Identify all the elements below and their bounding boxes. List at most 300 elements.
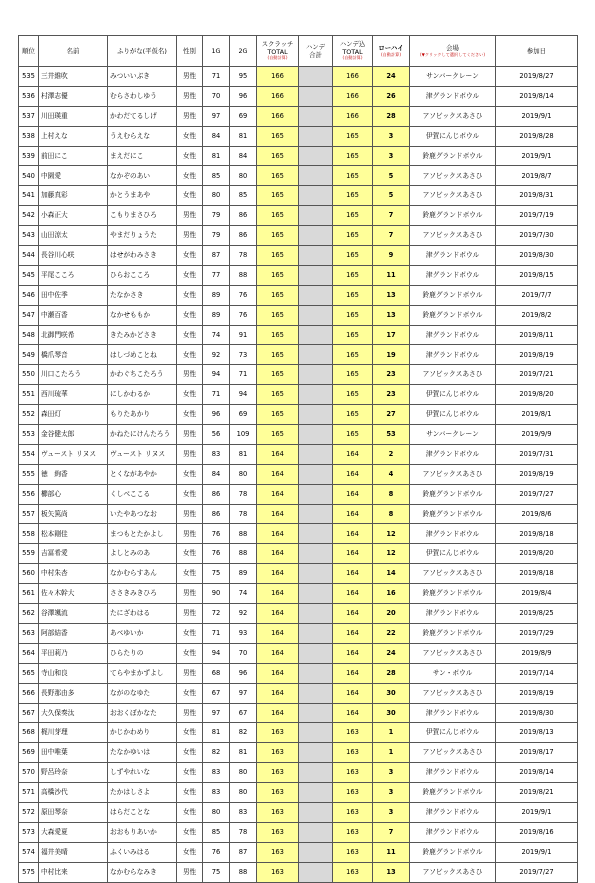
cell-name: 山田涼太 [39, 226, 108, 246]
cell-venue[interactable]: アソビックスあさひ [410, 564, 496, 584]
cell-date: 2019/7/14 [496, 663, 578, 683]
cell-rank: 538 [19, 126, 39, 146]
cell-venue[interactable]: 伊賀にんじボウル [410, 385, 496, 405]
cell-gender: 女性 [177, 564, 203, 584]
cell-kana: てらやまかずよし [108, 663, 177, 683]
table-row [19, 325, 578, 345]
cell-handicap [299, 444, 333, 464]
cell-rank: 558 [19, 524, 39, 544]
cell-handicap [299, 504, 333, 524]
cell-game2: 78 [230, 246, 257, 266]
cell-scratch-total: 164 [257, 544, 299, 564]
cell-name: 平田莉乃 [39, 643, 108, 663]
cell-name: ヴュースト リヌス [39, 444, 108, 464]
cell-kana: なかむらすあん [108, 564, 177, 584]
cell-rank: 541 [19, 186, 39, 206]
cell-game1: 81 [203, 146, 230, 166]
cell-venue[interactable]: 鈴鹿グランドボウル [410, 623, 496, 643]
cell-scratch-total: 164 [257, 464, 299, 484]
cell-name: 北御門咲希 [39, 325, 108, 345]
cell-game2: 69 [230, 405, 257, 425]
cell-game2: 84 [230, 146, 257, 166]
cell-venue[interactable]: 鈴鹿グランドボウル [410, 584, 496, 604]
cell-venue[interactable]: 伊賀にんじボウル [410, 405, 496, 425]
cell-gender: 男性 [177, 106, 203, 126]
cell-handicap [299, 862, 333, 882]
cell-venue[interactable]: アソビックスあさひ [410, 226, 496, 246]
table-row [19, 226, 578, 246]
cell-name: 寺山和良 [39, 663, 108, 683]
cell-scratch-total: 164 [257, 604, 299, 624]
cell-lowhigh: 13 [373, 285, 410, 305]
cell-gender: 女性 [177, 285, 203, 305]
cell-game2: 88 [230, 544, 257, 564]
cell-lowhigh: 16 [373, 584, 410, 604]
cell-scratch-total: 165 [257, 146, 299, 166]
cell-handicap [299, 126, 333, 146]
table-row [19, 723, 578, 743]
cell-game2: 85 [230, 186, 257, 206]
table-row [19, 106, 578, 126]
cell-scratch-total: 163 [257, 822, 299, 842]
cell-rank: 553 [19, 425, 39, 445]
cell-kana: にしかわるか [108, 385, 177, 405]
cell-name: 小森正大 [39, 206, 108, 226]
table-row [19, 623, 578, 643]
cell-lowhigh: 8 [373, 504, 410, 524]
cell-rank: 565 [19, 663, 39, 683]
cell-game2: 109 [230, 425, 257, 445]
cell-date: 2019/8/15 [496, 265, 578, 285]
cell-handicap-total: 164 [333, 663, 373, 683]
cell-date: 2019/8/13 [496, 723, 578, 743]
cell-handicap-total: 163 [333, 862, 373, 882]
cell-scratch-total: 164 [257, 683, 299, 703]
cell-venue[interactable]: 津グランドボウル [410, 822, 496, 842]
cell-kana: むらさわしゆう [108, 86, 177, 106]
cell-venue[interactable]: 伊賀にんじボウル [410, 723, 496, 743]
cell-date: 2019/8/16 [496, 822, 578, 842]
cell-game1: 71 [203, 623, 230, 643]
cell-gender: 女性 [177, 305, 203, 325]
cell-game2: 81 [230, 126, 257, 146]
cell-date: 2019/8/25 [496, 604, 578, 624]
cell-rank: 535 [19, 67, 39, 87]
cell-name: 前田にこ [39, 146, 108, 166]
table-row [19, 246, 578, 266]
cell-game2: 80 [230, 464, 257, 484]
table-row [19, 683, 578, 703]
cell-handicap-total: 164 [333, 484, 373, 504]
cell-name: 板矢篤尚 [39, 504, 108, 524]
cell-venue[interactable]: 鈴鹿グランドボウル [410, 305, 496, 325]
cell-date: 2019/8/27 [496, 67, 578, 87]
cell-name: 中瀬百香 [39, 305, 108, 325]
cell-gender: 女性 [177, 464, 203, 484]
cell-game2: 88 [230, 524, 257, 544]
cell-kana: かわぐちこたろう [108, 365, 177, 385]
cell-venue[interactable]: 鈴鹿グランドボウル [410, 783, 496, 803]
cell-gender: 女性 [177, 822, 203, 842]
cell-game1: 89 [203, 305, 230, 325]
cell-scratch-total: 166 [257, 86, 299, 106]
cell-handicap [299, 166, 333, 186]
table-row [19, 703, 578, 723]
cell-name: 平尾こころ [39, 265, 108, 285]
cell-game2: 86 [230, 226, 257, 246]
cell-kana: うえむらえな [108, 126, 177, 146]
cell-game1: 72 [203, 604, 230, 624]
cell-name: 高橋沙代 [39, 783, 108, 803]
cell-venue[interactable]: 津グランドボウル [410, 325, 496, 345]
table-row [19, 126, 578, 146]
cell-rank: 559 [19, 544, 39, 564]
cell-handicap-total: 165 [333, 126, 373, 146]
cell-rank: 556 [19, 484, 39, 504]
cell-date: 2019/9/1 [496, 106, 578, 126]
cell-date: 2019/7/19 [496, 206, 578, 226]
cell-rank: 539 [19, 146, 39, 166]
cell-game2: 93 [230, 623, 257, 643]
cell-date: 2019/8/30 [496, 703, 578, 723]
table-row [19, 842, 578, 862]
cell-venue[interactable]: サン・ボウル [410, 663, 496, 683]
cell-game2: 80 [230, 763, 257, 783]
cell-gender: 女性 [177, 783, 203, 803]
cell-venue[interactable]: アソビックスあさひ [410, 106, 496, 126]
cell-lowhigh: 20 [373, 604, 410, 624]
cell-date: 2019/8/19 [496, 683, 578, 703]
cell-handicap [299, 146, 333, 166]
cell-venue[interactable]: アソビックスあさひ [410, 643, 496, 663]
cell-kana: くしべここる [108, 484, 177, 504]
cell-venue[interactable]: アソビックスあさひ [410, 365, 496, 385]
cell-venue[interactable]: アソビックスあさひ [410, 464, 496, 484]
cell-game1: 86 [203, 504, 230, 524]
cell-date: 2019/8/14 [496, 763, 578, 783]
cell-lowhigh: 23 [373, 365, 410, 385]
cell-venue[interactable]: 鈴鹿グランドボウル [410, 285, 496, 305]
cell-date: 2019/7/21 [496, 365, 578, 385]
cell-venue[interactable]: アソビックスあさひ [410, 862, 496, 882]
cell-rank: 545 [19, 265, 39, 285]
cell-scratch-total: 165 [257, 345, 299, 365]
cell-game2: 83 [230, 802, 257, 822]
cell-gender: 男性 [177, 663, 203, 683]
cell-handicap [299, 464, 333, 484]
cell-venue[interactable]: 津グランドボウル [410, 604, 496, 624]
cell-lowhigh: 3 [373, 146, 410, 166]
cell-kana: かねたにけんたろう [108, 425, 177, 445]
cell-game1: 89 [203, 285, 230, 305]
cell-scratch-total: 165 [257, 365, 299, 385]
cell-gender: 女性 [177, 126, 203, 146]
cell-venue[interactable]: 鈴鹿グランドボウル [410, 206, 496, 226]
cell-game2: 78 [230, 484, 257, 504]
cell-handicap-total: 163 [333, 783, 373, 803]
cell-game1: 83 [203, 763, 230, 783]
cell-lowhigh: 22 [373, 623, 410, 643]
cell-scratch-total: 165 [257, 285, 299, 305]
cell-venue[interactable]: 津グランドボウル [410, 444, 496, 464]
table-row [19, 783, 578, 803]
cell-name: 大久保奏汰 [39, 703, 108, 723]
cell-venue[interactable]: 津グランドボウル [410, 265, 496, 285]
cell-venue[interactable]: 鈴鹿グランドボウル [410, 484, 496, 504]
cell-kana: なかむらなみき [108, 862, 177, 882]
table-row [19, 166, 578, 186]
cell-handicap [299, 524, 333, 544]
cell-game1: 80 [203, 802, 230, 822]
cell-venue[interactable]: 津グランドボウル [410, 86, 496, 106]
cell-game2: 78 [230, 504, 257, 524]
table-row [19, 67, 578, 87]
cell-venue[interactable]: 鈴鹿グランドボウル [410, 842, 496, 862]
cell-handicap-total: 166 [333, 106, 373, 126]
cell-game2: 73 [230, 345, 257, 365]
cell-kana: ながのなゆた [108, 683, 177, 703]
cell-scratch-total: 165 [257, 166, 299, 186]
cell-lowhigh: 8 [373, 484, 410, 504]
cell-lowhigh: 11 [373, 265, 410, 285]
cell-name: 吉冨希愛 [39, 544, 108, 564]
cell-game2: 89 [230, 564, 257, 584]
cell-game2: 78 [230, 822, 257, 842]
cell-name: 中村比来 [39, 862, 108, 882]
cell-handicap-total: 165 [333, 246, 373, 266]
cell-date: 2019/8/4 [496, 584, 578, 604]
cell-game1: 67 [203, 683, 230, 703]
cell-game1: 79 [203, 226, 230, 246]
cell-kana: こもりまさひろ [108, 206, 177, 226]
cell-rank: 544 [19, 246, 39, 266]
cell-venue[interactable]: 鈴鹿グランドボウル [410, 146, 496, 166]
cell-name: 長谷川心咲 [39, 246, 108, 266]
cell-handicap [299, 683, 333, 703]
cell-handicap [299, 86, 333, 106]
cell-handicap-total: 165 [333, 285, 373, 305]
header-lowhigh [373, 36, 410, 67]
cell-gender: 女性 [177, 166, 203, 186]
cell-handicap-total: 165 [333, 226, 373, 246]
cell-handicap [299, 584, 333, 604]
cell-date: 2019/7/27 [496, 862, 578, 882]
header-lowhigh-note: (自動計算) [380, 51, 402, 57]
cell-date: 2019/8/19 [496, 345, 578, 365]
cell-date: 2019/7/31 [496, 444, 578, 464]
header-gender: 性別 [177, 36, 203, 67]
cell-rank: 563 [19, 623, 39, 643]
cell-venue[interactable]: 伊賀にんじボウル [410, 544, 496, 564]
cell-game1: 76 [203, 544, 230, 564]
cell-game2: 80 [230, 166, 257, 186]
cell-kana: よしとみのあ [108, 544, 177, 564]
header-venue-label: 会場 [446, 44, 459, 53]
cell-date: 2019/9/1 [496, 802, 578, 822]
cell-game1: 84 [203, 126, 230, 146]
header-scratch-note: (自動計算) [267, 55, 288, 61]
cell-scratch-total: 164 [257, 504, 299, 524]
cell-game1: 85 [203, 166, 230, 186]
cell-handicap-total: 165 [333, 206, 373, 226]
cell-gender: 女性 [177, 385, 203, 405]
cell-game2: 88 [230, 862, 257, 882]
cell-name: 大森愛夏 [39, 822, 108, 842]
cell-handicap [299, 822, 333, 842]
cell-handicap [299, 186, 333, 206]
cell-kana: おおもりあいか [108, 822, 177, 842]
cell-gender: 女性 [177, 325, 203, 345]
cell-handicap-total: 165 [333, 146, 373, 166]
cell-scratch-total: 165 [257, 425, 299, 445]
cell-venue[interactable]: アソビックスあさひ [410, 683, 496, 703]
cell-name: 西川琉華 [39, 385, 108, 405]
cell-name: 森田灯 [39, 405, 108, 425]
cell-game2: 94 [230, 385, 257, 405]
cell-lowhigh: 3 [373, 763, 410, 783]
cell-handicap [299, 405, 333, 425]
cell-handicap-total: 164 [333, 623, 373, 643]
cell-handicap [299, 802, 333, 822]
cell-game2: 96 [230, 663, 257, 683]
header-handicap-total [333, 36, 373, 67]
cell-kana: はらだことな [108, 802, 177, 822]
cell-venue[interactable]: サンバークレーン [410, 425, 496, 445]
cell-handicap-total: 165 [333, 345, 373, 365]
cell-lowhigh: 24 [373, 67, 410, 87]
cell-game2: 87 [230, 842, 257, 862]
table-row [19, 464, 578, 484]
cell-date: 2019/7/30 [496, 226, 578, 246]
cell-rank: 575 [19, 862, 39, 882]
cell-venue[interactable]: アソビックスあさひ [410, 166, 496, 186]
cell-handicap-total: 165 [333, 186, 373, 206]
cell-lowhigh: 1 [373, 743, 410, 763]
cell-venue[interactable]: 鈴鹿グランドボウル [410, 504, 496, 524]
cell-name: 川口こたろう [39, 365, 108, 385]
cell-kana: みついいぶき [108, 67, 177, 87]
cell-lowhigh: 28 [373, 106, 410, 126]
cell-kana: たなかゆいは [108, 743, 177, 763]
cell-rank: 542 [19, 206, 39, 226]
cell-venue[interactable]: 津グランドボウル [410, 524, 496, 544]
table-row [19, 265, 578, 285]
cell-name: 福井美晴 [39, 842, 108, 862]
cell-handicap-total: 163 [333, 842, 373, 862]
cell-rank: 536 [19, 86, 39, 106]
cell-lowhigh: 24 [373, 643, 410, 663]
cell-game2: 88 [230, 265, 257, 285]
cell-game1: 85 [203, 822, 230, 842]
cell-handicap-total: 165 [333, 166, 373, 186]
cell-date: 2019/8/19 [496, 464, 578, 484]
cell-lowhigh: 12 [373, 524, 410, 544]
cell-scratch-total: 164 [257, 524, 299, 544]
cell-kana: なかせももか [108, 305, 177, 325]
cell-lowhigh: 11 [373, 842, 410, 862]
cell-rank: 568 [19, 723, 39, 743]
header-kana: ふりがな(平仮名) [108, 36, 177, 67]
cell-venue[interactable]: 津グランドボウル [410, 703, 496, 723]
cell-lowhigh: 3 [373, 802, 410, 822]
cell-rank: 552 [19, 405, 39, 425]
cell-game1: 94 [203, 643, 230, 663]
cell-lowhigh: 3 [373, 126, 410, 146]
cell-scratch-total: 165 [257, 265, 299, 285]
cell-game2: 76 [230, 285, 257, 305]
cell-game2: 81 [230, 444, 257, 464]
table-row [19, 365, 578, 385]
cell-rank: 573 [19, 822, 39, 842]
header-handicap-sum-label: 合計 [309, 50, 322, 59]
cell-rank: 566 [19, 683, 39, 703]
cell-game1: 80 [203, 186, 230, 206]
cell-venue[interactable]: 津グランドボウル [410, 345, 496, 365]
cell-venue[interactable]: アソビックスあさひ [410, 186, 496, 206]
cell-game1: 79 [203, 206, 230, 226]
cell-lowhigh: 30 [373, 703, 410, 723]
cell-scratch-total: 164 [257, 444, 299, 464]
cell-name: 長野那由多 [39, 683, 108, 703]
cell-venue[interactable]: 津グランドボウル [410, 246, 496, 266]
cell-venue[interactable]: アソビックスあさひ [410, 743, 496, 763]
cell-venue[interactable]: 伊賀にんじボウル [410, 126, 496, 146]
cell-game1: 86 [203, 484, 230, 504]
cell-handicap-total: 163 [333, 763, 373, 783]
cell-scratch-total: 165 [257, 126, 299, 146]
cell-name: 金谷健太郎 [39, 425, 108, 445]
cell-name: 松本剛佳 [39, 524, 108, 544]
cell-lowhigh: 9 [373, 246, 410, 266]
cell-lowhigh: 30 [373, 683, 410, 703]
cell-gender: 男性 [177, 67, 203, 87]
cell-game1: 71 [203, 67, 230, 87]
cell-rank: 560 [19, 564, 39, 584]
cell-kana: かわだてるしげ [108, 106, 177, 126]
table-row [19, 345, 578, 365]
cell-game2: 91 [230, 325, 257, 345]
cell-venue[interactable]: サンバークレーン [410, 67, 496, 87]
cell-rank: 564 [19, 643, 39, 663]
cell-kana: ひらおこころ [108, 265, 177, 285]
cell-rank: 557 [19, 504, 39, 524]
cell-game1: 75 [203, 862, 230, 882]
table-row [19, 822, 578, 842]
cell-game2: 81 [230, 743, 257, 763]
cell-rank: 548 [19, 325, 39, 345]
cell-handicap [299, 305, 333, 325]
cell-handicap-total: 165 [333, 365, 373, 385]
cell-game1: 94 [203, 365, 230, 385]
cell-lowhigh: 14 [373, 564, 410, 584]
cell-date: 2019/8/14 [496, 86, 578, 106]
cell-date: 2019/8/18 [496, 564, 578, 584]
cell-handicap [299, 623, 333, 643]
header-scratch-total-label: TOTAL [267, 47, 288, 56]
cell-venue[interactable]: 津グランドボウル [410, 763, 496, 783]
cell-game1: 90 [203, 584, 230, 604]
cell-game2: 82 [230, 723, 257, 743]
cell-date: 2019/8/7 [496, 166, 578, 186]
cell-game1: 77 [203, 265, 230, 285]
cell-date: 2019/8/17 [496, 743, 578, 763]
cell-rank: 562 [19, 604, 39, 624]
cell-venue[interactable]: 津グランドボウル [410, 802, 496, 822]
cell-gender: 女性 [177, 246, 203, 266]
cell-name: 野呂玲奈 [39, 763, 108, 783]
cell-kana: はしづめことね [108, 345, 177, 365]
cell-game1: 68 [203, 663, 230, 683]
